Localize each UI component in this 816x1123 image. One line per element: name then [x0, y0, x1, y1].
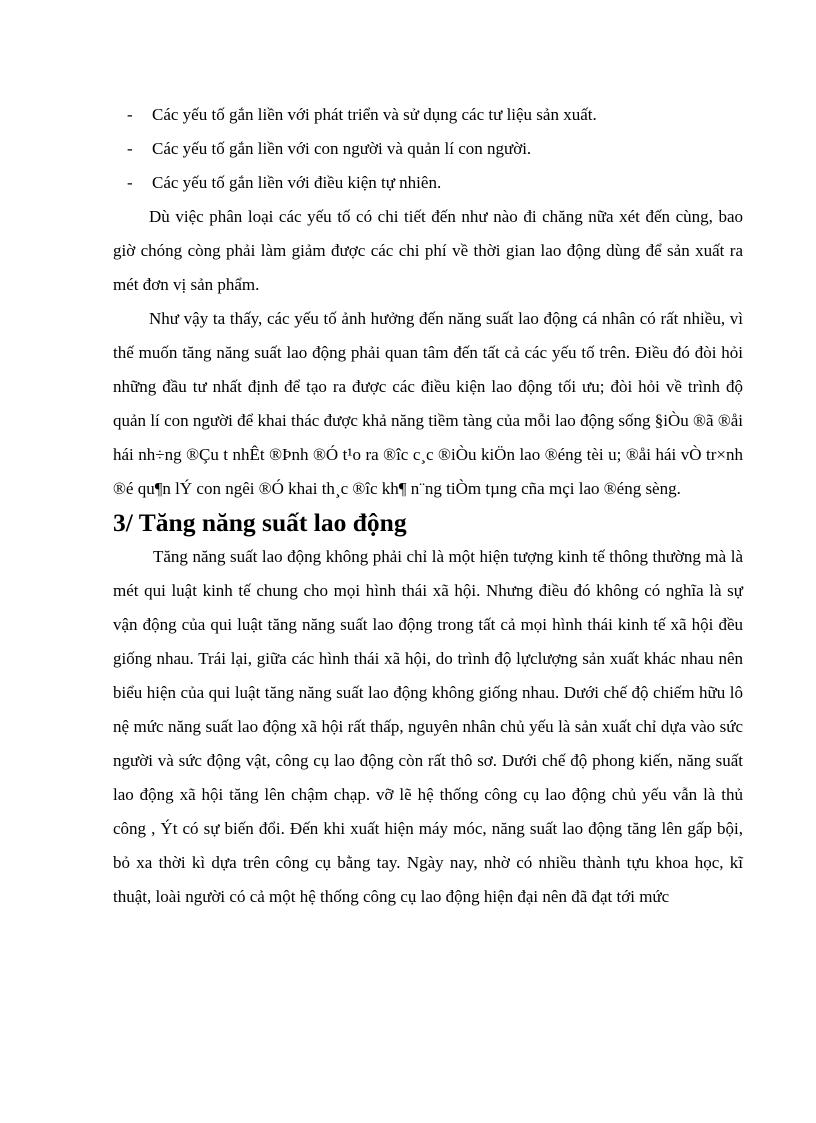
bullet-dash: - [127, 173, 133, 192]
bullet-text: Các yếu tố gắn liền với con người và quản lí con người. [152, 139, 532, 158]
paragraph-productivity-law: Tăng năng suất lao động không phải chỉ là một hiện tượng kinh tế thông thường mà là mét qui luật kinh tế chung cho mọi hình thái xã hội. Nhưng điều đó không có nghĩa là sự vận động của qui luật tăng năng suất lao động trong tất cả mọi hình thái kinh tế xã hội đều giống nhau. Trái lại, giữa các hình thái xã hội, do trình độ lựclượng sản xuất khác nhau nên biểu hiện của qui luật tăng năng suất lao động không giống nhau. Dưới chế độ chiếm hữu lô nệ mức năng suất lao động xã hội rất thấp, nguyên nhân chủ yếu là sản xuất chỉ dựa vào sức người và sức động vật, công cụ lao động còn rất thô sơ. Dưới chế độ phong kiến, năng suất lao động xã hội tăng lên chậm chạp. vỡ lẽ hệ thống công cụ lao động chủ yếu vẫn là thủ công , Ýt có sự biến đổi. Đến khi xuất hiện máy móc, năng suất lao động tăng lên gấp bội, bỏ xa thời kì dựa trên công cụ bằng tay. Ngày nay, nhờ có nhiều thành tựu khoa học, kĩ thuật, loài người có cả một hệ thống công cụ lao động hiện đại nên đã đạt tới mức [113, 547, 743, 906]
bullet-text: Các yếu tố gắn liền với điều kiện tự nhiên. [152, 173, 442, 192]
paragraph-classification: Dù việc phân loại các yếu tố có chi tiết đến như nào đi chăng nữa xét đến cùng, bao giờ chóng còng phải làm giảm được các chi phí về thời gian lao động dùng để sản xuất ra mét đơn vị sản phẩm. [113, 207, 743, 294]
bullet-item [113, 166, 743, 200]
bullet-dash: - [127, 105, 133, 124]
paragraph-factors-summary: Như vậy ta thấy, các yếu tố ảnh hưởng đến năng suất lao động cá nhân có rất nhiều, vì thế muốn tăng năng suất lao động phải quan tâm đến tất cả các yếu tố trên. Điều đó đòi hỏi những đầu tư nhất định để tạo ra được các điều kiện lao động tối ưu; đòi hỏi về trình độ quản lí con người để khai thác được khả năng tiềm tàng của mỗi lao động sống §iÒu ®ã ®åi hái nh÷ng ®Çu t nhÊt ®Þnh ®Ó t¹o ra ®îc c¸c ®iÒu kiÖn lao ®éng tèi u; ®åi hái vÒ tr×nh ®é qu¶n lÝ con ngêi ®Ó khai th¸c ®îc kh¶ n¨ng tiÒm tµng cña mçi lao ®éng sèng. [113, 309, 743, 498]
bullet-text: Các yếu tố gắn liền với phát triển và sử dụng các tư liệu sản xuất. [152, 105, 597, 124]
bullet-dash: - [127, 139, 133, 158]
bullet-item [113, 98, 743, 132]
section-heading: 3/ Tăng năng suất lao động [113, 508, 407, 537]
bullet-item [113, 132, 743, 166]
page-content [113, 98, 743, 914]
